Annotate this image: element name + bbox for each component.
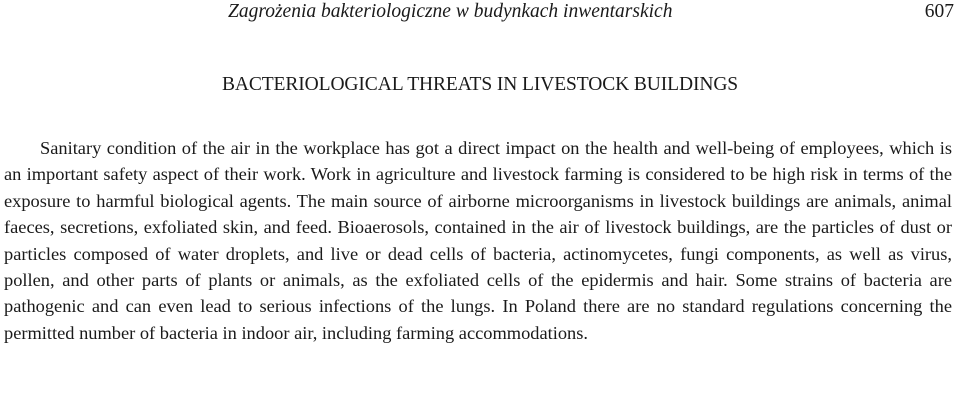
running-title: Zagrożenia bakteriologiczne w budynkach inwentarskich (228, 1, 673, 22)
running-header (0, 0, 960, 26)
paper-title: BACTERIOLOGICAL THREATS IN LIVESTOCK BUILDINGS (221, 74, 739, 95)
page-number: 607 (924, 1, 954, 22)
abstract-text: Sanitary condition of the air in the workplace has got a direct impact on the health and well-being of employees, which is an important safety aspect of their work. Work in agriculture and livestock farming is considered to be high risk in terms of the exposure to harmful biological agents. The main source of airborne microorganisms in livestock buildings are animals, animal faeces, secretions, exfoliated skin, and feed. Bioaerosols, contained in the air of livestock buildings, are the particles of dust or particles composed of water droplets, and live or dead cells of bacteria, actinomycetes, fungi components, as well as virus, pollen, and other parts of plants or animals, as the exfoliated cells of the epidermis and hair. Some strains of bacteria are pathogenic and can even lead to serious infections of the lungs. In Poland there are no standard regulations concerning the permitted number of bacteria in indoor air, including farming accommodations. (4, 138, 952, 343)
